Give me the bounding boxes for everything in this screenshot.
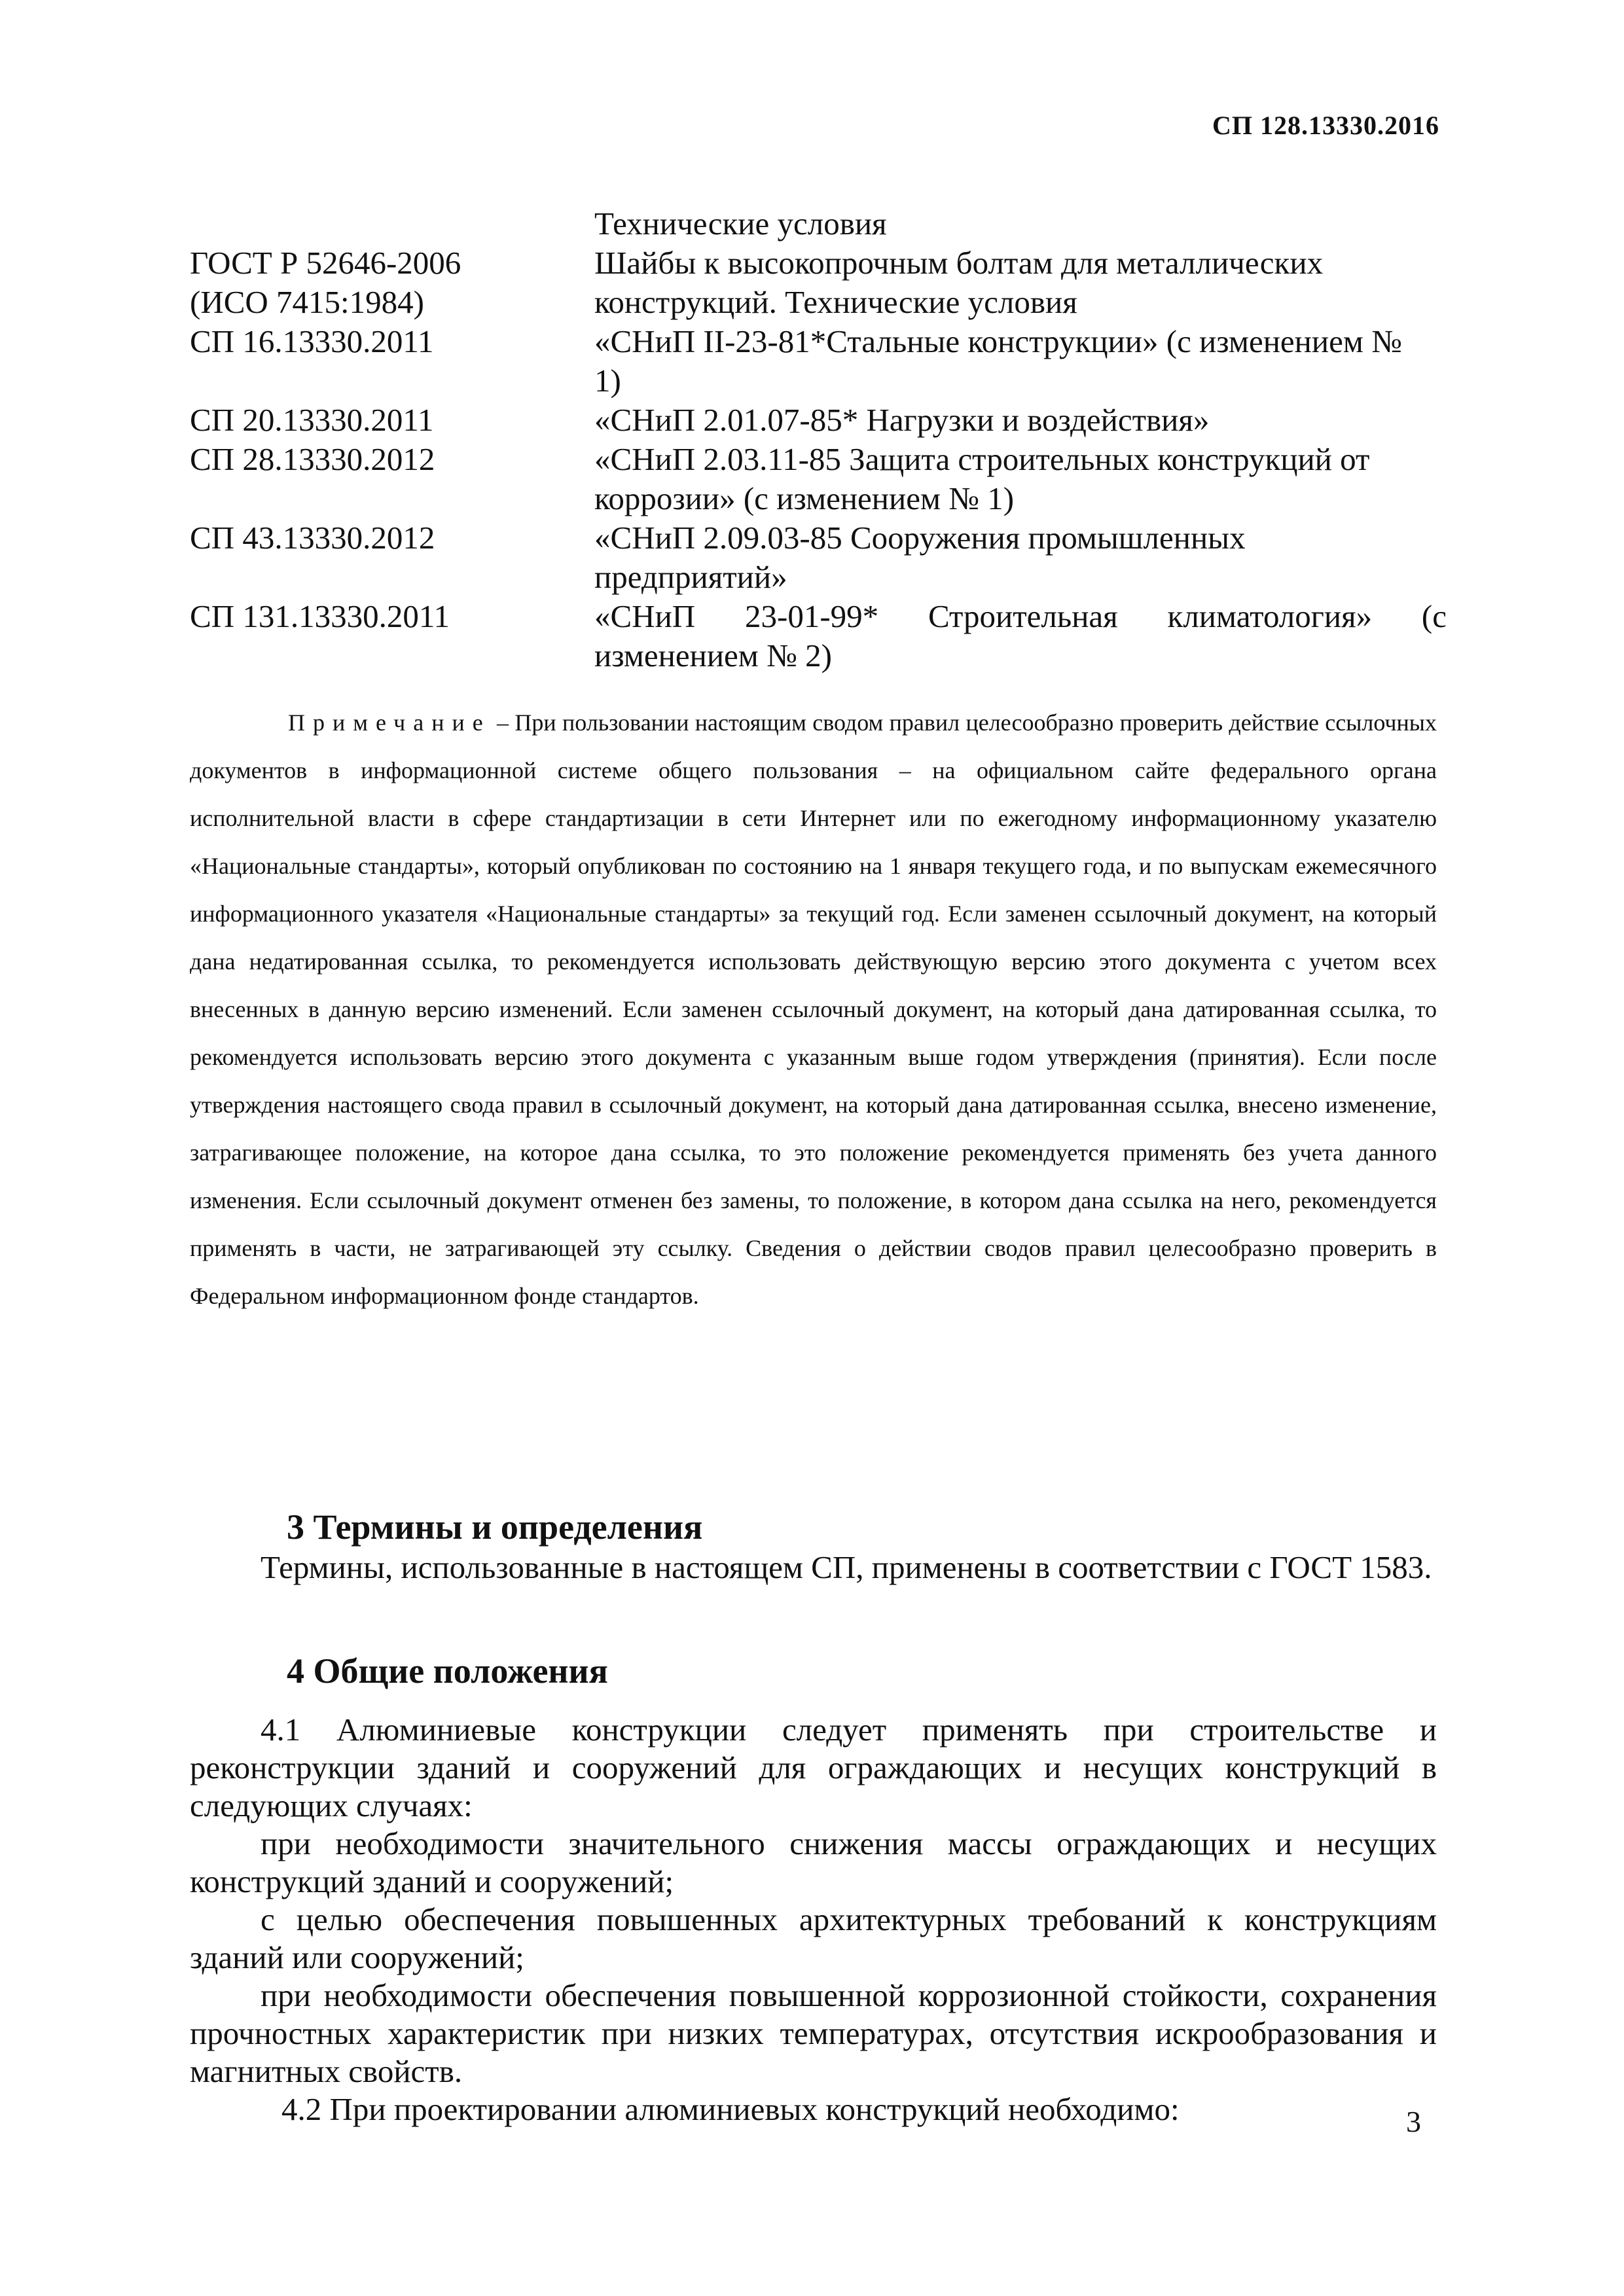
note-label: Примечание: [288, 709, 491, 736]
paragraph: 4.1 Алюминиевые конструкции следует применять при строительстве и реконструкции зданий и сооружений для ограждающих и несущих конструкций в следующих случаях:: [190, 1712, 1437, 1823]
reference-row: [190, 440, 1447, 518]
reference-row: [190, 597, 1447, 675]
reference-code: СП 28.13330.2012: [190, 441, 435, 477]
paragraph: при необходимости обеспечения повышенной коррозионной стойкости, сохранения прочностных характеристик при низких температурах, отсутствия искрообразования и магнитных свойств.: [190, 1977, 1437, 2089]
paragraph: Термины, использованные в настоящем СП, применены в соответствии с ГОСТ 1583.: [261, 1549, 1432, 1585]
section-general-provisions: [190, 1649, 1437, 2128]
page-number: 3: [1406, 2105, 1421, 2138]
section-terms: [190, 1505, 1437, 1587]
paragraph: 4.2 При проектировании алюминиевых конструкций необходимо:: [281, 2091, 1180, 2127]
reference-title: Шайбы к высокопрочным болтам для металлических конструкций. Технические условия: [594, 245, 1324, 320]
reference-title: «СНиП 2.09.03-85 Сооружения промышленных предприятий»: [594, 520, 1246, 595]
note-paragraph: [190, 699, 1437, 1320]
normative-references-table: [190, 204, 1447, 675]
reference-title: Технические условия: [594, 206, 887, 242]
section-heading: 4 Общие положения: [287, 1651, 608, 1691]
paragraph: при необходимости значительного снижения массы ограждающих и несущих конструкций зданий и сооружений;: [190, 1825, 1437, 1899]
reference-code: ГОСТ Р 52646-2006 (ИСО 7415:1984): [190, 245, 461, 320]
section-heading: 3 Термины и определения: [287, 1507, 703, 1547]
reference-title: «СНиП 2.03.11-85 Защита строительных конструкций от коррозии» (с изменением № 1): [594, 441, 1370, 516]
reference-code: СП 43.13330.2012: [190, 520, 435, 556]
reference-title: «СНиП 2.01.07-85* Нагрузки и воздействия»: [594, 402, 1210, 438]
reference-row: [190, 322, 1447, 401]
reference-row: [190, 518, 1447, 597]
reference-row: [190, 204, 1447, 243]
document-code-header: СП 128.13330.2016: [1212, 111, 1439, 140]
reference-code: СП 131.13330.2011: [190, 598, 450, 634]
reference-code: СП 16.13330.2011: [190, 323, 434, 359]
note-text: При пользовании настоящим сводом правил целесообразно проверить действие ссылочных документов в информационной системе общего пользования – на официальном сайте федерального органа исполнительной власти в сфере стандартизации в сети Интернет или по ежегодному информационному указателю «Национальные стандарты», который опубликован по состоянию на 1 января текущего года, и по выпускам ежемесячного информационного указателя «Национальные стандарты» за текущий год. Если заменен ссылочный документ, на который дана недатированная ссылка, то рекомендуется использовать действующую версию этого документа с учетом всех внесенных в данную версию изменений. Если заменен ссылочный документ, на который дана датированная ссылка, то рекомендуется использовать версию этого документа с указанным выше годом утверждения (принятия). Если после утверждения настоящего свода правил в ссылочный документ, на который дана датированная ссылка, внесено изменение, затрагивающее положение, на которое дана ссылка, то это положение рекомендуется применять без учета данного изменения. Если ссылочный документ отменен без замены, то положение, в котором дана ссылка на него, рекомендуется применять в части, не затрагивающей эту ссылку. Сведения о действии сводов правил целесообразно проверить в Федеральном информационном фонде стандартов.: [190, 709, 1437, 1309]
paragraph: с целью обеспечения повышенных архитектурных требований к конструкциям зданий или сооружений;: [190, 1901, 1437, 1975]
note-dash: –: [490, 709, 515, 736]
reference-row: [190, 243, 1447, 322]
reference-title: «СНиП II-23-81*Стальные конструкции» (с изменением № 1): [594, 323, 1402, 399]
reference-row: [190, 401, 1447, 440]
reference-title: «СНиП 23-01-99* Строительная климатология» (с изменением № 2): [594, 598, 1447, 673]
reference-code: СП 20.13330.2011: [190, 402, 434, 438]
